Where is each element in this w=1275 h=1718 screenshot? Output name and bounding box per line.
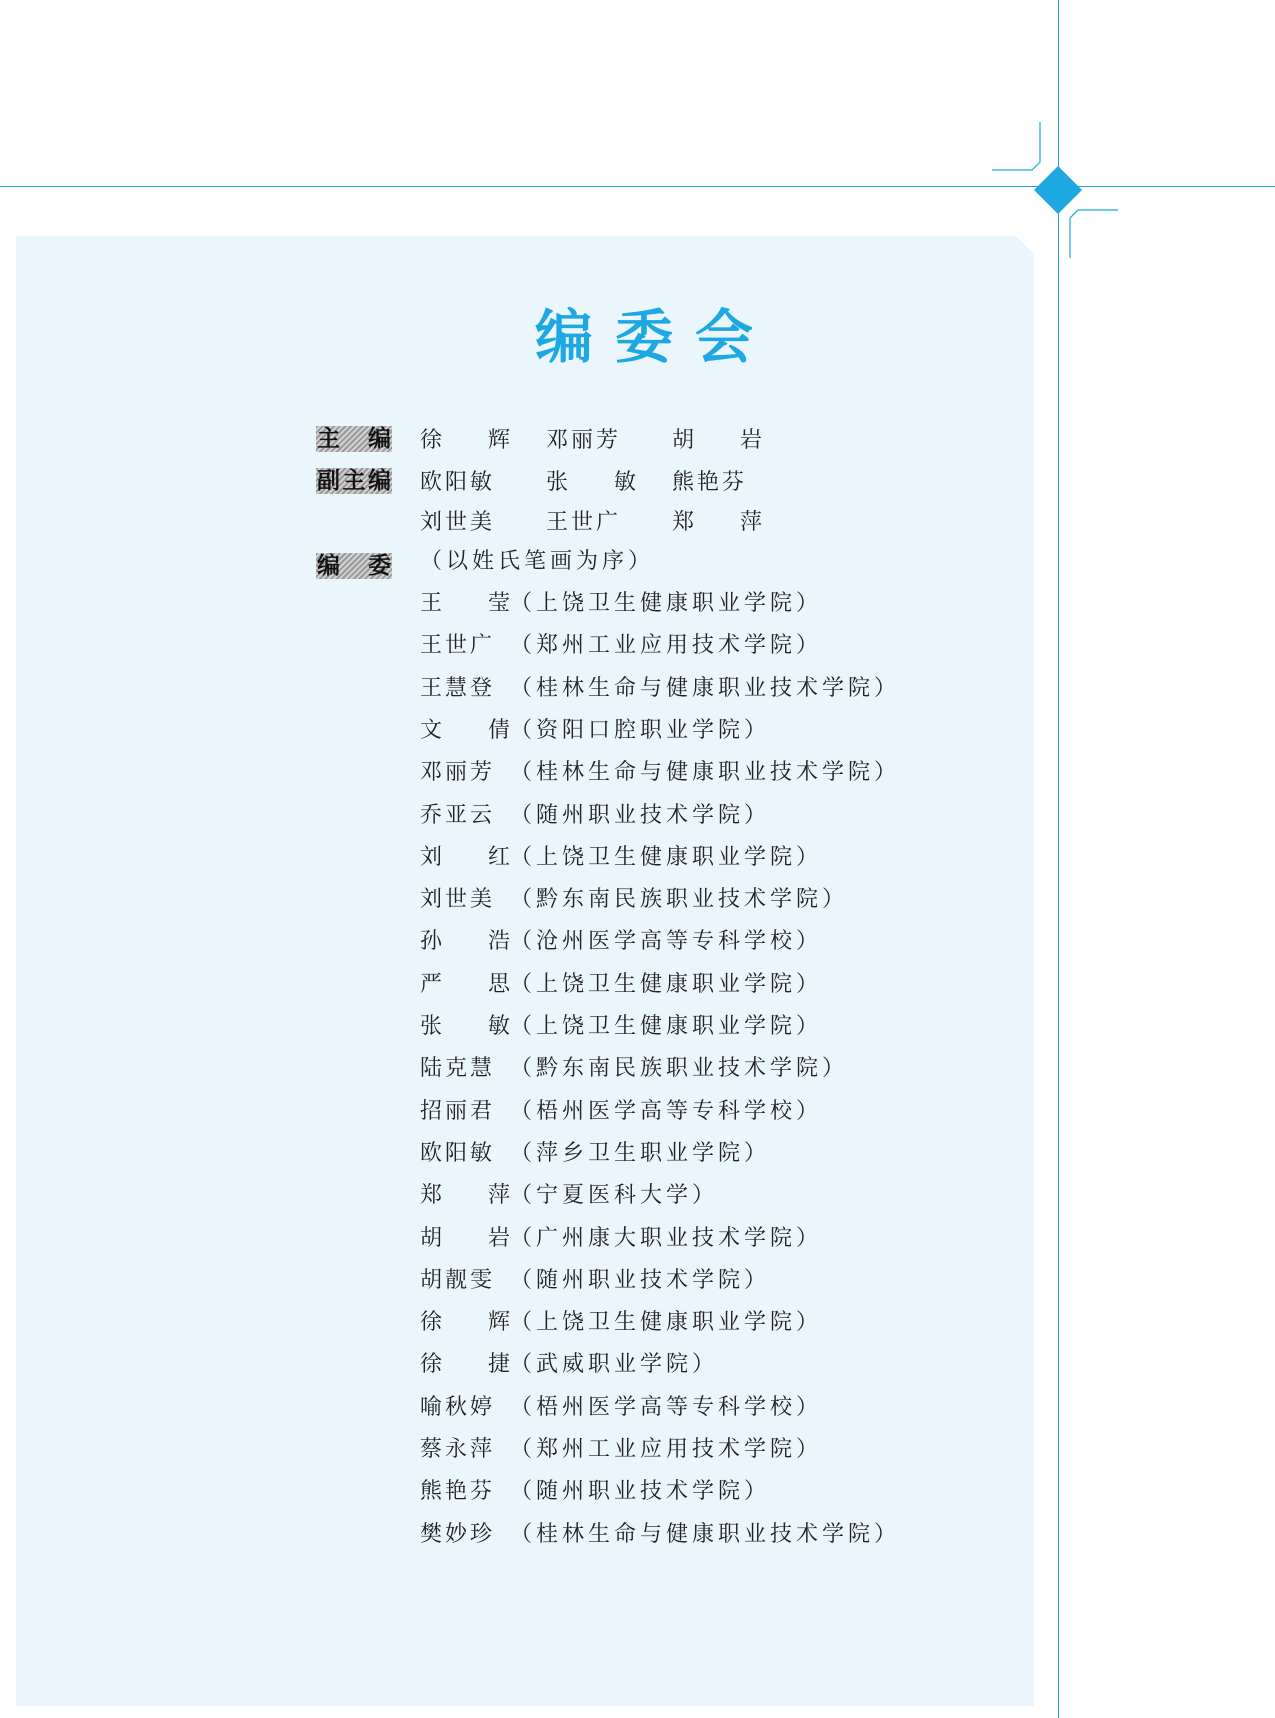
person-name bbox=[420, 1222, 510, 1256]
member-affiliation: （桂林生命与健康职业技术学院） bbox=[510, 760, 901, 786]
deputy-editor-label-char: 主 bbox=[342, 468, 366, 494]
member-affiliation: （上饶卫生健康职业学院） bbox=[510, 1310, 823, 1336]
person-name: 邓丽芳 bbox=[420, 760, 496, 786]
person-name-char: 辉 bbox=[487, 428, 510, 453]
deputy-editor-label-char: 编 bbox=[368, 468, 391, 494]
deputy-editor-label bbox=[316, 468, 392, 494]
editor-entry bbox=[546, 506, 636, 540]
person-name: 王慧登 bbox=[420, 675, 496, 701]
committee-member bbox=[420, 841, 822, 875]
person-name-char: 敏 bbox=[487, 1014, 510, 1039]
person-name-char: 徐 bbox=[420, 1352, 443, 1378]
person-name-char: 敏 bbox=[613, 470, 636, 495]
committee-label-char: 编 bbox=[317, 553, 340, 579]
person-name-char: 孙 bbox=[420, 929, 443, 955]
person-name: 刘世美 bbox=[420, 510, 496, 535]
committee-member bbox=[420, 883, 848, 917]
member-affiliation: （上饶卫生健康职业学院） bbox=[510, 971, 823, 997]
member-affiliation: （梧州医学高等专科学校） bbox=[510, 1394, 823, 1420]
person-name-char: 萍 bbox=[487, 1183, 510, 1209]
person-name-char: 王 bbox=[420, 591, 443, 616]
committee-member bbox=[420, 672, 900, 706]
editor-row bbox=[420, 424, 780, 458]
chief-editor-label bbox=[316, 426, 392, 452]
person-name-char: 红 bbox=[487, 844, 510, 870]
editor-entry bbox=[672, 466, 762, 500]
person-name-char: 浩 bbox=[487, 929, 510, 955]
member-affiliation: （上饶卫生健康职业学院） bbox=[510, 591, 823, 616]
committee-member bbox=[420, 629, 822, 663]
committee-label bbox=[316, 553, 392, 579]
committee-note: （以姓氏笔画为序） bbox=[420, 549, 655, 574]
member-affiliation: （郑州工业应用技术学院） bbox=[510, 633, 823, 659]
person-name-char: 倩 bbox=[487, 717, 510, 743]
person-name: 喻秋婷 bbox=[420, 1394, 496, 1420]
member-affiliation: （随州职业技术学院） bbox=[510, 1479, 771, 1505]
committee-member bbox=[420, 1010, 822, 1044]
person-name-char: 萍 bbox=[739, 510, 762, 535]
member-affiliation: （桂林生命与健康职业技术学院） bbox=[510, 675, 901, 701]
person-name bbox=[672, 506, 762, 540]
committee-member bbox=[420, 1095, 822, 1129]
editor-row bbox=[420, 506, 780, 540]
member-affiliation: （宁夏医科大学） bbox=[510, 1183, 719, 1209]
committee-member bbox=[420, 587, 822, 621]
member-affiliation: （沧州医学高等专科学校） bbox=[510, 929, 823, 955]
editor-entry bbox=[420, 424, 510, 458]
person-name: 欧阳敏 bbox=[420, 1140, 496, 1166]
committee-member bbox=[420, 799, 770, 833]
person-name-char: 徐 bbox=[420, 1310, 443, 1336]
person-name-char: 刘 bbox=[420, 844, 443, 870]
person-name-char: 岩 bbox=[487, 1225, 510, 1251]
member-affiliation: （梧州医学高等专科学校） bbox=[510, 1098, 823, 1124]
chief-editor-label-char: 主 bbox=[317, 426, 340, 452]
person-name: 胡靓雯 bbox=[420, 1267, 496, 1293]
deputy-editor-label-char: 副 bbox=[317, 468, 340, 494]
editor-entry bbox=[672, 424, 762, 458]
member-affiliation: （资阳口腔职业学院） bbox=[510, 717, 771, 743]
person-name-char: 张 bbox=[546, 470, 569, 495]
person-name bbox=[420, 925, 510, 959]
person-name-char: 郑 bbox=[672, 510, 695, 535]
committee-member bbox=[420, 1475, 770, 1509]
person-name: 樊妙珍 bbox=[420, 1521, 496, 1547]
person-name bbox=[420, 1010, 510, 1044]
page-title: 编委会 bbox=[535, 303, 776, 371]
person-name-char: 张 bbox=[420, 1014, 443, 1039]
person-name: 熊艳芬 bbox=[672, 470, 748, 495]
committee-member bbox=[420, 1052, 848, 1086]
member-affiliation: （萍乡卫生职业学院） bbox=[510, 1140, 771, 1166]
person-name bbox=[672, 424, 762, 458]
member-affiliation: （随州职业技术学院） bbox=[510, 1267, 771, 1293]
committee-member bbox=[420, 1137, 770, 1171]
committee-member bbox=[420, 925, 822, 959]
person-name: 熊艳芬 bbox=[420, 1479, 496, 1505]
committee-member bbox=[420, 756, 900, 790]
committee-member bbox=[420, 1179, 718, 1213]
committee-member bbox=[420, 1264, 770, 1298]
person-name-char: 郑 bbox=[420, 1183, 443, 1209]
member-affiliation: （随州职业技术学院） bbox=[510, 802, 771, 828]
committee-label-char: 委 bbox=[368, 553, 391, 579]
committee-member bbox=[420, 968, 822, 1002]
person-name: 招丽君 bbox=[420, 1098, 496, 1124]
person-name: 乔亚云 bbox=[420, 802, 496, 828]
member-affiliation: （上饶卫生健康职业学院） bbox=[510, 1014, 823, 1039]
person-name bbox=[420, 1348, 510, 1382]
editor-entry bbox=[672, 506, 762, 540]
committee-member bbox=[420, 714, 770, 748]
committee-member bbox=[420, 1518, 900, 1552]
person-name-char: 莹 bbox=[487, 591, 510, 616]
editor-row bbox=[420, 466, 780, 500]
member-affiliation: （武威职业学院） bbox=[510, 1352, 719, 1378]
editor-entry bbox=[546, 424, 636, 458]
committee-member bbox=[420, 1433, 822, 1467]
committee-member bbox=[420, 1222, 822, 1256]
person-name bbox=[420, 714, 510, 748]
person-name: 蔡永萍 bbox=[420, 1437, 496, 1462]
person-name bbox=[420, 424, 510, 458]
person-name bbox=[420, 841, 510, 875]
member-affiliation: （黔东南民族职业技术学院） bbox=[510, 887, 849, 913]
committee-member bbox=[420, 1391, 822, 1425]
chief-editor-label-char: 编 bbox=[368, 426, 391, 452]
member-affiliation: （黔东南民族职业技术学院） bbox=[510, 1056, 849, 1082]
person-name-char: 徐 bbox=[420, 428, 443, 453]
committee-member bbox=[420, 1348, 718, 1382]
person-name bbox=[420, 587, 510, 621]
person-name-char: 胡 bbox=[420, 1225, 443, 1251]
member-affiliation: （广州康大职业技术学院） bbox=[510, 1225, 823, 1251]
person-name: 刘世美 bbox=[420, 887, 496, 913]
editor-entry bbox=[546, 466, 636, 500]
person-name-char: 文 bbox=[420, 717, 443, 743]
person-name: 邓丽芳 bbox=[546, 428, 622, 453]
person-name: 王世广 bbox=[546, 510, 622, 535]
person-name-char: 辉 bbox=[487, 1310, 510, 1336]
person-name: 欧阳敏 bbox=[420, 470, 496, 495]
person-name: 王世广 bbox=[420, 633, 496, 659]
member-affiliation: （上饶卫生健康职业学院） bbox=[510, 844, 823, 870]
member-affiliation: （桂林生命与健康职业技术学院） bbox=[510, 1521, 901, 1547]
person-name bbox=[546, 466, 636, 500]
person-name-char: 捷 bbox=[487, 1352, 510, 1378]
person-name bbox=[420, 1306, 510, 1340]
member-affiliation: （郑州工业应用技术学院） bbox=[510, 1437, 823, 1462]
person-name bbox=[420, 968, 510, 1002]
committee-member bbox=[420, 1306, 822, 1340]
person-name: 陆克慧 bbox=[420, 1056, 496, 1082]
person-name-char: 岩 bbox=[739, 428, 762, 453]
editor-entry bbox=[420, 506, 510, 540]
editor-entry bbox=[420, 466, 510, 500]
person-name-char: 严 bbox=[420, 971, 443, 997]
person-name bbox=[420, 1179, 510, 1213]
person-name-char: 思 bbox=[487, 971, 510, 997]
person-name-char: 胡 bbox=[672, 428, 695, 453]
